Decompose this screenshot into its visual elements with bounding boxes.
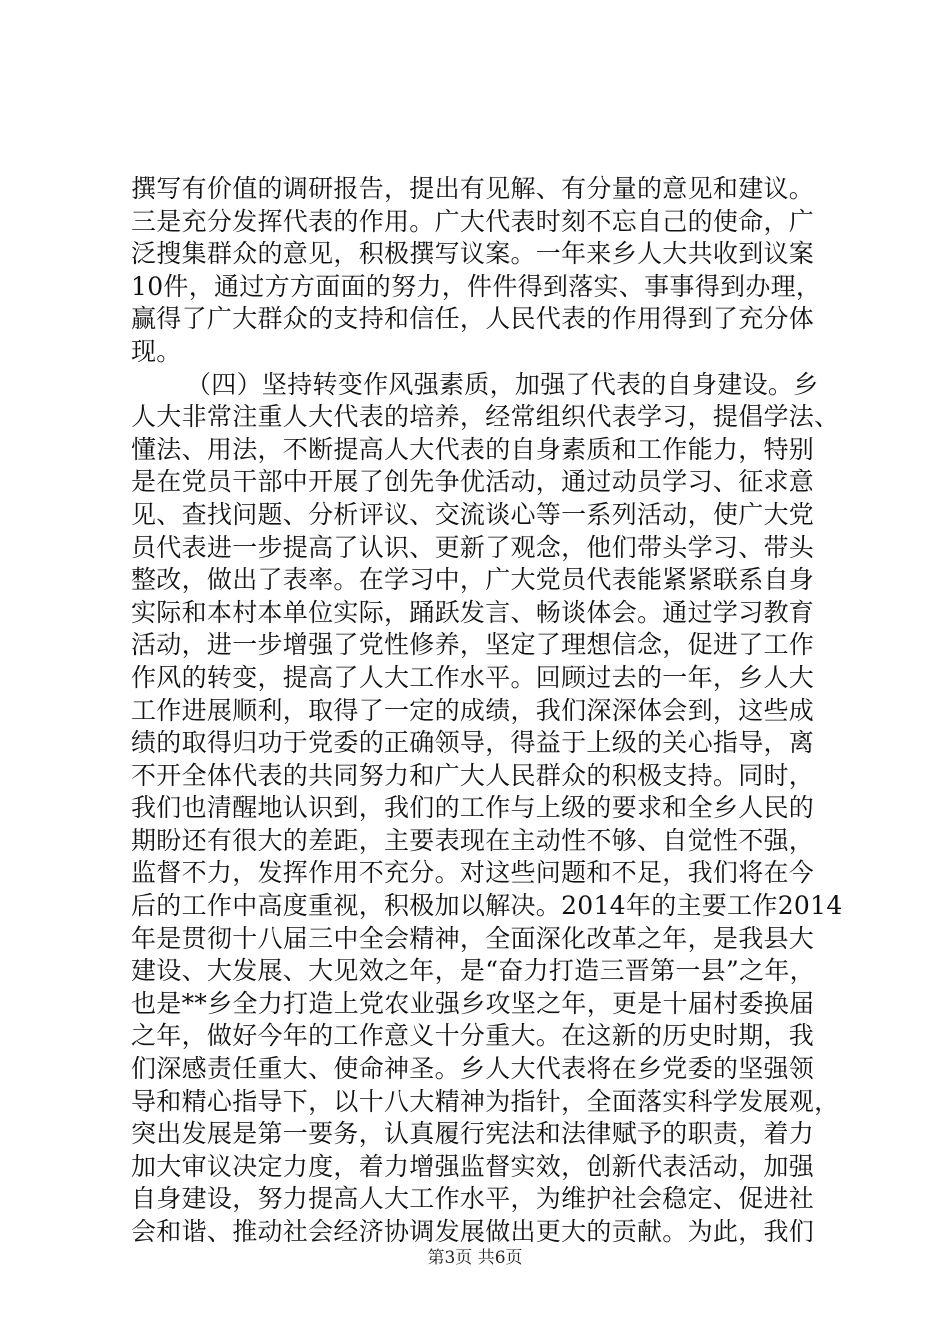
text-line: 活动，进一步增强了党性修养，坚定了理想信念，促进了工作 [131,630,815,660]
text-line: 也是**乡全力打造上党农业强乡攻坚之年，更是十届村委换届 [131,988,815,1018]
text-line: 我们也清醒地认识到，我们的工作与上级的要求和全乡人民的 [131,793,815,823]
paragraph-start-line: （四）坚持转变作风强素质，加强了代表的自身建设。乡 [186,369,819,399]
text-line: 是在党员干部中开展了创先争优活动，通过动员学习、征求意 [131,467,815,497]
text-line: 撰写有价值的调研报告，提出有见解、有分量的意见和建议。 [131,174,815,203]
text-line: 人大非常注重人大代表的培养，经常组织代表学习，提倡学法、 [131,402,840,432]
text-line: 后的工作中高度重视，积极加以解决。2014年的主要工作2014 [131,891,843,921]
text-line: 监督不力，发挥作用不充分。对这些问题和不足，我们将在今 [131,858,815,888]
text-line: 突出发展是第一要务，认真履行宪法和法律赋予的职责，着力 [131,1119,815,1149]
text-line: 加大审议决定力度，着力增强监督实效，创新代表活动，加强 [131,1151,815,1181]
text-line: 之年，做好今年的工作意义十分重大。在这新的历史时期，我 [131,1021,815,1051]
text-line: 导和精心指导下，以十八大精神为指针，全面落实科学发展观， [131,1086,840,1116]
text-line: 建设、大发展、大见效之年，是“奋力打造三晋第一县”之年， [131,956,815,986]
text-line: 赢得了广大群众的支持和信任，人民代表的作用得到了充分体 [131,304,815,334]
text-line: 工作进展顺利，取得了一定的成绩，我们深深体会到，这些成 [131,695,815,725]
text-line: 整改，做出了表率。在学习中，广大党员代表能紧紧联系自身 [131,565,815,595]
page-number-footer: 第3页 共6页 [427,1248,523,1268]
text-line: 年是贯彻十八届三中全会精神，全面深化改革之年，是我县大 [131,923,815,953]
body-text [131,173,843,1249]
text-line: 期盼还有很大的差距，主要表现在主动性不够、自觉性不强， [131,825,815,855]
text-line: 实际和本村本单位实际，踊跃发言、畅谈体会。通过学习教育 [131,597,815,627]
text-line: 现。 [131,336,182,366]
text-line: 绩的取得归功于党委的正确领导，得益于上级的关心指导，离 [131,728,815,758]
text-line: 懂法、用法，不断提高人大代表的自身素质和工作能力，特别 [131,434,815,464]
text-line: 作风的转变，提高了人大工作水平。回顾过去的一年，乡人大 [131,662,815,692]
text-line: 会和谐、推动社会经济协调发展做出更大的贡献。为此，我们 [131,1217,815,1246]
text-line: 们深感责任重大、使命神圣。乡人大代表将在乡党委的坚强领 [131,1054,815,1084]
text-line: 泛搜集群众的意见，积极撰写议案。一年来乡人大共收到议案 [131,239,815,269]
text-line: 见、查找问题、分析评议、交流谈心等一系列活动，使广大党 [131,499,815,529]
text-line: 不开全体代表的共同努力和广大人民群众的积极支持。同时， [131,760,815,790]
text-line: 自身建设，努力提高人大工作水平，为维护社会稳定、促进社 [131,1184,815,1214]
text-line: 三是充分发挥代表的作用。广大代表时刻不忘自己的使命，广 [131,206,815,236]
text-line: 员代表进一步提高了认识、更新了观念，他们带头学习、带头 [131,532,815,562]
text-line: 10件，通过方方面面的努力，件件得到落实、事事得到办理， [131,271,822,301]
